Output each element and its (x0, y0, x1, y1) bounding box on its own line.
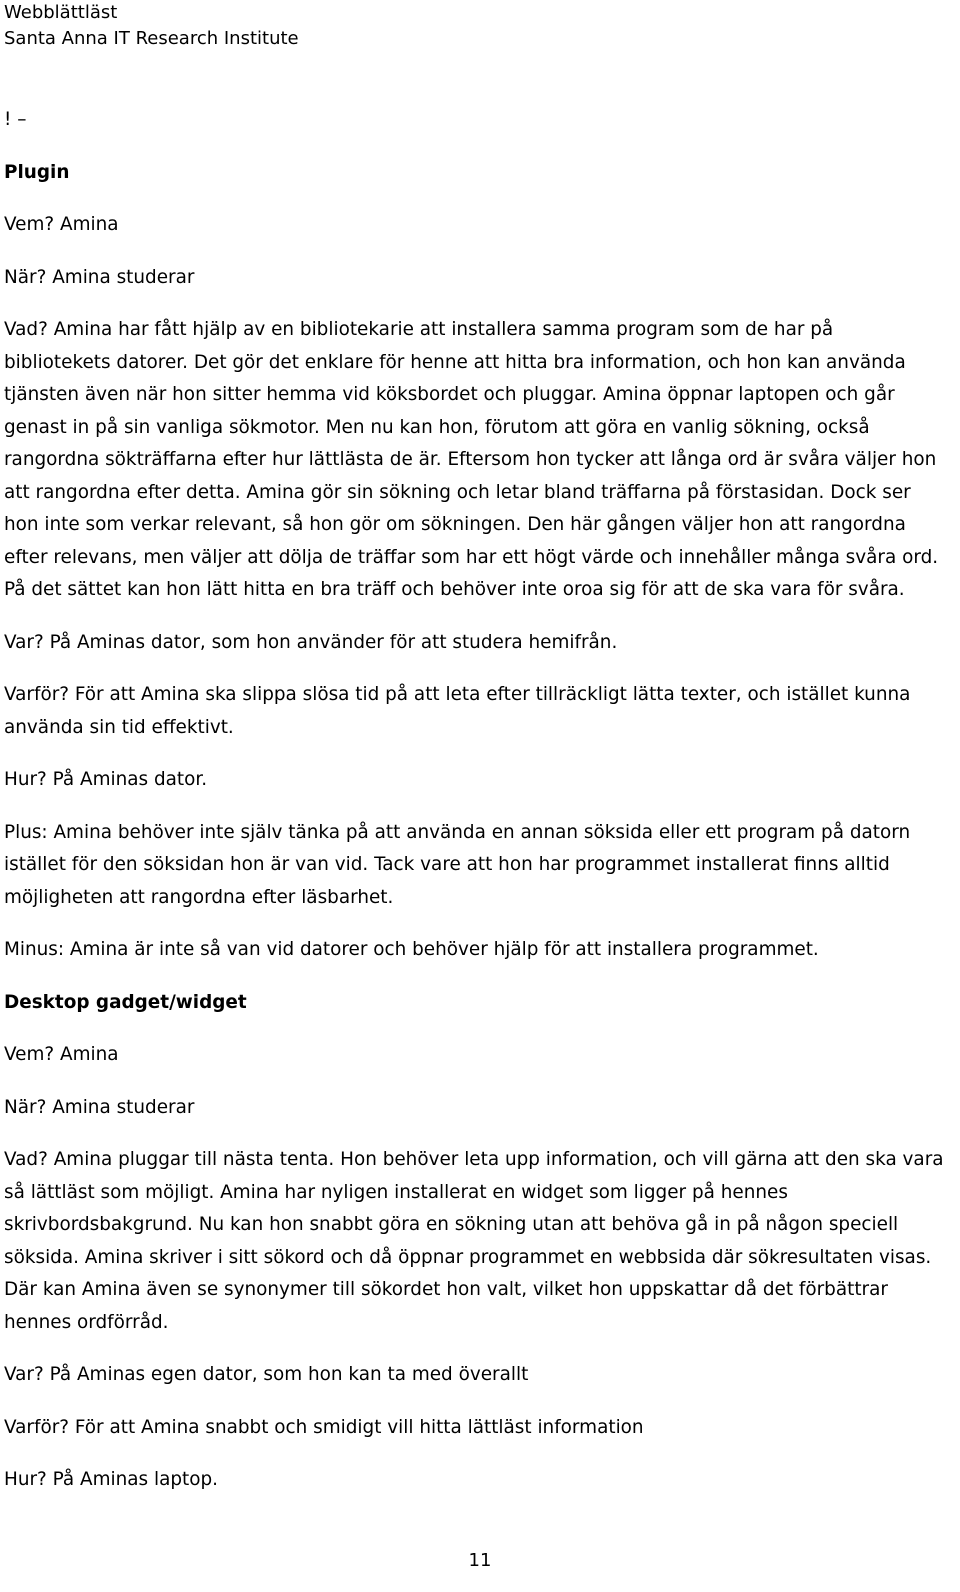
paragraph-gap (4, 189, 952, 209)
paragraph-gap (4, 1339, 952, 1359)
paragraph-gap (4, 242, 952, 262)
paragraph-gap (4, 1124, 952, 1144)
paragraph-gap (4, 1019, 952, 1039)
text-line: hennes ordförråd. (4, 1311, 169, 1333)
paragraph-gap (4, 744, 952, 764)
paragraph-gap (4, 1072, 952, 1092)
text-line: så lättläst som möjligt. Amina har nyligen installerat en widget som ligger på hennes (4, 1181, 788, 1203)
paragraph-gap (4, 914, 952, 934)
paragraph-gap (4, 797, 952, 817)
text-line: Där kan Amina även se synonymer till sökordet hon valt, vilket hon uppskattar då det förbättrar (4, 1279, 888, 1300)
page-number: 11 (468, 1550, 492, 1571)
text-line: istället för den söksidan hon är van vid. Tack vare att hon har programmet installerat finns alltid (4, 854, 890, 875)
header-institution: Santa Anna IT Research Institute (4, 28, 299, 49)
paragraph-gap (4, 1444, 952, 1464)
section-heading: Desktop gadget/widget (4, 991, 247, 1013)
text-line: rangordna sökträffarna efter hur lättlästa de är. Eftersom hon tycker att långa ord är svåra väljer hon (4, 449, 937, 470)
paragraph-gap (4, 137, 952, 157)
paragraph-gap (4, 967, 952, 987)
text-line: Vad? Amina har fått hjälp av en bibliotekarie att installera samma program som de har på (4, 319, 834, 340)
text-line: Hur? På Aminas laptop. (4, 1469, 219, 1490)
text-line: Vem? Amina (4, 214, 119, 235)
text-line: När? Amina studerar (4, 1096, 195, 1118)
page-header (4, 0, 299, 52)
paragraph-gap (4, 607, 952, 627)
text-line: På det sättet kan hon lätt hitta en bra träff och behöver inte oroa sig för att de ska vara för svåra. (4, 579, 905, 600)
text-line: Vem? Amina (4, 1044, 119, 1065)
text-line: möjligheten att rangordna efter läsbarhet. (4, 886, 394, 908)
text-line: skrivbordsbakgrund. Nu kan hon snabbt göra en sökning utan att behöva gå in på någon speciell (4, 1214, 899, 1235)
paragraph-gap (4, 1392, 952, 1412)
text-line: Varför? För att Amina snabbt och smidigt vill hitta lättläst information (4, 1416, 644, 1438)
section-heading: Plugin (4, 161, 70, 183)
text-line: Var? På Aminas dator, som hon använder för att studera hemifrån. (4, 631, 618, 653)
text-line: När? Amina studerar (4, 266, 195, 288)
text-line: efter relevans, men väljer att dölja de träffar som har ett högt värde och innehåller många svåra ord. (4, 546, 939, 568)
paragraph-gap (4, 659, 952, 679)
text-line: hon inte som verkar relevant, så hon gör om sökningen. Den här gången väljer hon att rangordna (4, 514, 906, 535)
text-line: ! – (4, 109, 27, 130)
text-line: tjänsten även när hon sitter hemma vid köksbordet och pluggar. Amina öppnar laptopen och går (4, 384, 895, 405)
text-line: söksida. Amina skriver i sitt sökord och då öppnar programmet en webbsida där sökresultaten visas. (4, 1246, 932, 1268)
text-line: att rangordna efter detta. Amina gör sin sökning och letar bland träffarna på förstasidan. Dock ser (4, 481, 911, 503)
text-line: bibliotekets datorer. Det gör det enklare för henne att hitta bra information, och hon kan använda (4, 351, 906, 373)
text-line: Vad? Amina pluggar till nästa tenta. Hon behöver leta upp information, och vill gärna att den ska vara (4, 1149, 944, 1170)
text-line: Minus: Amina är inte så van vid datorer och behöver hjälp för att installera programmet. (4, 939, 819, 960)
text-line: använda sin tid effektivt. (4, 716, 234, 738)
document-body (4, 104, 952, 1497)
header-title: Webblättläst (4, 2, 118, 23)
text-line: Hur? På Aminas dator. (4, 769, 208, 790)
text-line: Plus: Amina behöver inte själv tänka på att använda en annan söksida eller ett program på datorn (4, 821, 911, 843)
text-line: Var? På Aminas egen dator, som hon kan ta med överallt (4, 1364, 529, 1385)
text-line: Varför? För att Amina ska slippa slösa tid på att leta efter tillräckligt lätta texter, och istället kunna (4, 684, 911, 705)
text-line: genast in på sin vanliga sökmotor. Men nu kan hon, förutom att göra en vanlig sökning, också (4, 416, 870, 438)
paragraph-gap (4, 294, 952, 314)
